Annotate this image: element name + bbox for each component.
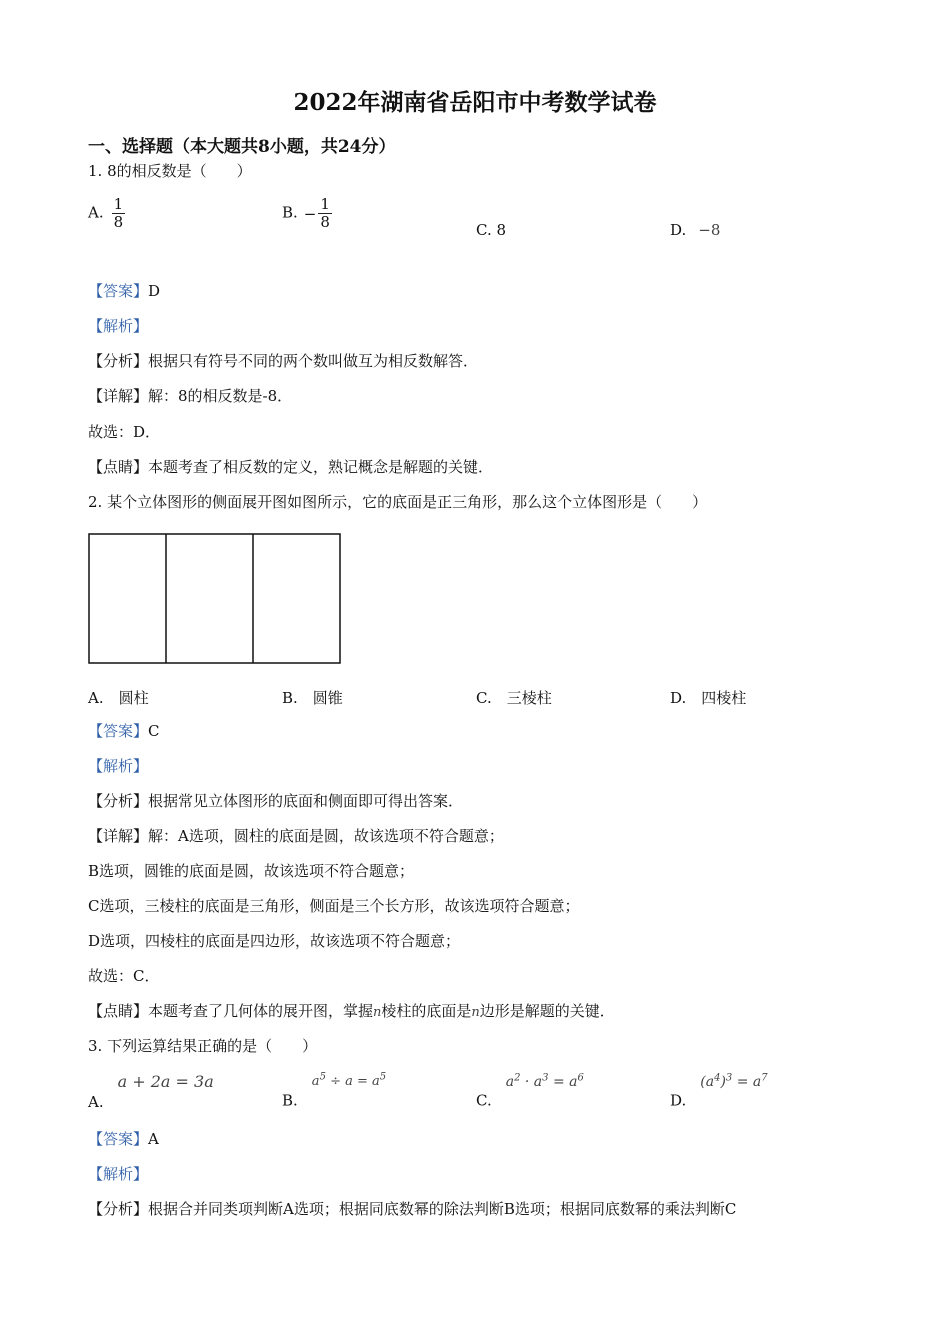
q1-fenxi: 【分析】根据只有符号不同的两个数叫做互为相反数解答． bbox=[88, 352, 479, 370]
q2-xiangjie: 【详解】解：A选项，圆柱的底面是圆，故该选项不符合题意； bbox=[88, 827, 504, 845]
q3-option-d: $D.(a^4)^3 = a^7$ bbox=[670, 1072, 768, 1110]
q3-option-a: A.a + 2a = 3a bbox=[88, 1072, 214, 1111]
page-title: 2022年湖南省岳阳市中考数学试卷 bbox=[293, 89, 657, 116]
q1-option-c: C. 8 bbox=[476, 221, 507, 239]
q1-answer: 【答案】D bbox=[88, 282, 161, 300]
q2-stem: 2. 某个立体图形的侧面展开图如图所示，它的底面是正三角形，那么这个立体图形是（ ） bbox=[88, 493, 708, 511]
q3-stem: 3. 下列运算结果正确的是（ ） bbox=[88, 1037, 318, 1055]
lateral-net-figure bbox=[88, 533, 342, 665]
q2-fenxi: 【分析】根据常见立体图形的底面和侧面即可得出答案． bbox=[88, 792, 464, 810]
fraction: $\frac{1}{8}$ bbox=[320, 195, 330, 231]
q2-choice: 故选：C． bbox=[88, 967, 160, 985]
q3-option-b: $B.a^5 \div a = a^5$ bbox=[282, 1072, 387, 1110]
q2-line-d: D选项，四棱柱的底面是四边形，故该选项不符合题意； bbox=[88, 932, 461, 950]
section-heading: 一、选择题（本大题共8小题，共24分） bbox=[88, 137, 396, 157]
q1-option-a: A. $\frac{1}{8}$ bbox=[88, 195, 124, 231]
q3-fenxi: 【分析】根据合并同类项判断A选项；根据同底数幂的除法判断B选项；根据同底数幂的乘法判断C bbox=[88, 1200, 737, 1218]
net-outline bbox=[89, 534, 340, 663]
q1-option-b: B. − $\frac{1}{8}$ bbox=[282, 195, 330, 231]
q1-stem: 1. 8的相反数是（ ） bbox=[88, 162, 252, 180]
q2-line-b: B选项，圆锥的底面是圆，故该选项不符合题意； bbox=[88, 862, 415, 880]
q1-option-d: D. −8 bbox=[670, 221, 721, 239]
q3-analysis-heading: 【解析】 bbox=[88, 1165, 149, 1183]
q3-answer: 【答案】A bbox=[88, 1130, 159, 1148]
q2-analysis-heading: 【解析】 bbox=[88, 757, 149, 775]
q2-answer: 【答案】C bbox=[88, 722, 160, 740]
q2-option-a: A. 圆柱 bbox=[88, 689, 149, 707]
q2-line-c: C选项，三棱柱的底面是三角形，侧面是三个长方形，故该选项符合题意； bbox=[88, 897, 580, 915]
q3-option-c: $C.a^2 \cdot a^3 = a^6$ bbox=[476, 1072, 584, 1110]
q1-choice: 故选：D． bbox=[88, 423, 161, 441]
q2-option-d: D. 四棱柱 bbox=[670, 689, 747, 707]
q2-option-b: B. 圆锥 bbox=[282, 689, 343, 707]
q1-analysis-heading: 【解析】 bbox=[88, 317, 149, 335]
q1-dianjing: 【点睛】本题考查了相反数的定义，熟记概念是解题的关键． bbox=[88, 458, 494, 476]
q2-option-c: C. 三棱柱 bbox=[476, 689, 552, 707]
q1-xiangjie: 【详解】解：8的相反数是-8． bbox=[88, 387, 293, 405]
q2-dianjing: 【点睛】本题考查了几何体的展开图，掌握n棱柱的底面是n边形是解题的关键． bbox=[88, 1002, 615, 1020]
fraction: $\frac{1}{8}$ bbox=[113, 195, 124, 231]
